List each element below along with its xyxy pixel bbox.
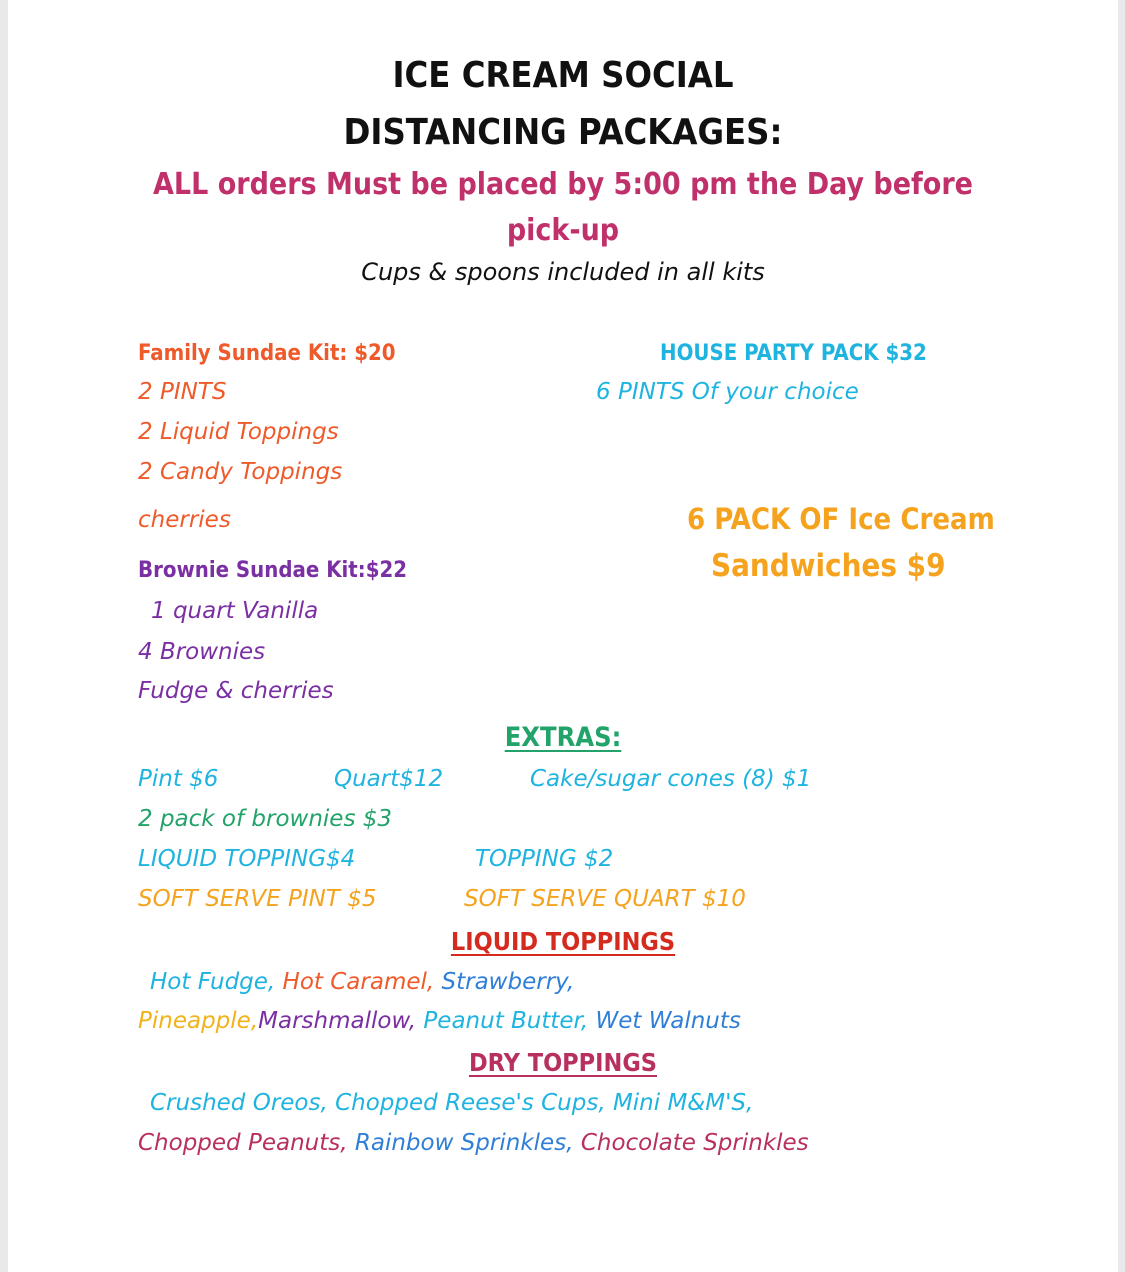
extra-soft-serve-pint: SOFT SERVE PINT $5 [138, 886, 377, 912]
extra-pint: Pint $6 [138, 766, 219, 792]
topping-strawberry: Strawberry, [441, 969, 575, 995]
sandwich-pack-line-1: 6 PACK OF Ice Cream [687, 502, 995, 536]
topping-chocolate-sprinkles: Chocolate Sprinkles [580, 1130, 809, 1156]
title-line-1: ICE CREAM SOCIAL [392, 55, 734, 96]
extra-brownies: 2 pack of brownies $3 [138, 806, 393, 832]
order-deadline-notice-cont: pick-up [506, 213, 620, 248]
brownie-kit-heading: Brownie Sundae Kit:$22 [138, 558, 408, 583]
liquid-toppings-line-1 [150, 971, 574, 994]
brownie-kit-item: 1 quart Vanilla [151, 598, 319, 624]
cups-spoons-note: Cups & spoons included in all kits [361, 258, 765, 286]
liquid-toppings-line-2 [138, 1010, 741, 1033]
topping-marshmallow: Marshmallow, [258, 1008, 417, 1034]
family-kit-item: 2 PINTS [138, 379, 227, 405]
flyer-page [8, 0, 1118, 1272]
extras-heading: EXTRAS: [504, 722, 622, 753]
dry-toppings-line-1: Crushed Oreos, Chopped Reese's Cups, Mini M&M'S, [150, 1090, 754, 1116]
sandwich-pack-line-2: Sandwiches $9 [711, 548, 946, 584]
topping-hot-fudge: Hot Fudge, [150, 969, 276, 995]
family-kit-item: cherries [138, 507, 231, 533]
brownie-kit-item: Fudge & cherries [138, 678, 334, 704]
topping-pineapple: Pineapple, [138, 1008, 259, 1034]
extra-cones: Cake/sugar cones (8) $1 [530, 766, 812, 792]
family-kit-heading: Family Sundae Kit: $20 [138, 341, 396, 366]
title-line-2: DISTANCING PACKAGES: [343, 112, 783, 153]
topping-peanut-butter: Peanut Butter, [423, 1008, 589, 1034]
extra-topping: TOPPING $2 [475, 846, 614, 872]
dry-toppings-line-2 [138, 1132, 809, 1155]
extra-soft-serve-quart: SOFT SERVE QUART $10 [464, 886, 746, 912]
topping-hot-caramel: Hot Caramel, [282, 969, 435, 995]
topping-chopped-peanuts: Chopped Peanuts, [138, 1130, 348, 1156]
extra-quart: Quart$12 [334, 766, 444, 792]
topping-rainbow-sprinkles: Rainbow Sprinkles, [354, 1130, 574, 1156]
brownie-kit-item: 4 Brownies [138, 639, 266, 665]
dry-toppings-heading: DRY TOPPINGS [468, 1048, 657, 1077]
liquid-toppings-heading: LIQUID TOPPINGS [450, 927, 676, 956]
family-kit-item: 2 Liquid Toppings [138, 419, 339, 445]
topping-wet-walnuts: Wet Walnuts [595, 1008, 741, 1034]
order-deadline-notice: ALL orders Must be placed by 5:00 pm the Day before [153, 167, 973, 202]
house-party-item: 6 PINTS Of your choice [596, 379, 859, 405]
extra-liquid-topping: LIQUID TOPPING$4 [138, 846, 356, 872]
family-kit-item: 2 Candy Toppings [138, 459, 343, 485]
house-party-heading: HOUSE PARTY PACK $32 [660, 341, 927, 366]
